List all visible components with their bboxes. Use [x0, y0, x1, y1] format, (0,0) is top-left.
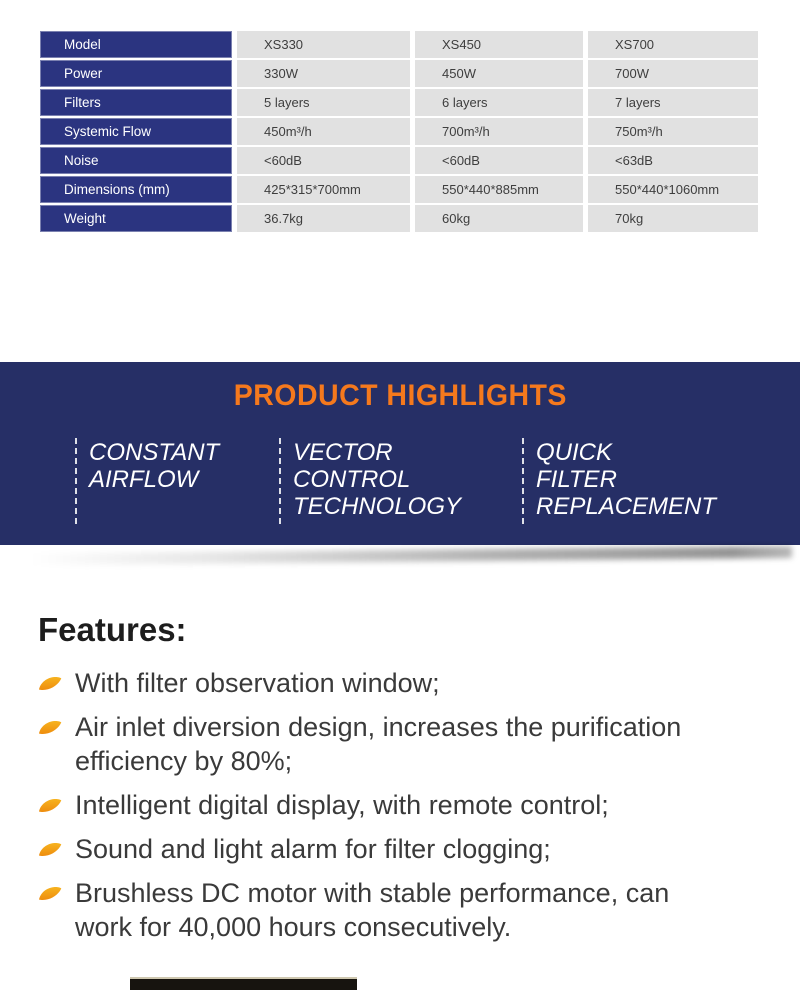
product-highlights-title	[0, 379, 800, 413]
spec-value-cell: <63dB	[588, 147, 758, 174]
feature-line: Sound and light alarm for filter clogging;	[75, 834, 551, 864]
feature-text	[75, 832, 551, 866]
highlight-line: TECHNOLOGY	[293, 493, 462, 520]
spec-value-cell: 5 layers	[237, 89, 410, 116]
spec-value-cell: <60dB	[415, 147, 583, 174]
spec-value-cell: 550*440*885mm	[415, 176, 583, 203]
spec-value-cell: 550*440*1060mm	[588, 176, 758, 203]
list-item	[38, 710, 763, 778]
list-item	[38, 788, 763, 822]
spec-value-cell: 6 layers	[415, 89, 583, 116]
features-heading: Features:	[38, 611, 187, 648]
highlight-item-constant-airflow	[75, 438, 279, 524]
highlight-line: CONTROL	[293, 466, 411, 493]
feature-text	[75, 666, 440, 700]
feature-line: work for 40,000 hours consecutively.	[75, 912, 512, 942]
spec-label-cell: Noise	[40, 147, 232, 174]
spec-label-cell: Filters	[40, 89, 232, 116]
list-item	[38, 666, 763, 700]
list-item	[38, 876, 763, 944]
spec-value-cell: 425*315*700mm	[237, 176, 410, 203]
spec-label-cell: Power	[40, 60, 232, 87]
spec-value-cell: 750m³/h	[588, 118, 758, 145]
leaf-bullet-icon	[38, 798, 62, 813]
spec-table	[40, 31, 758, 232]
feature-line: Intelligent digital display, with remote control;	[75, 790, 609, 820]
spec-value-cell: <60dB	[237, 147, 410, 174]
highlight-item-quick-filter	[522, 438, 772, 524]
highlight-line: FILTER	[536, 466, 617, 493]
features-section	[38, 611, 763, 954]
spec-label-cell: Model	[40, 31, 232, 58]
highlight-item-vector-control	[279, 438, 522, 524]
list-item	[38, 832, 763, 866]
spec-label-cell: Dimensions (mm)	[40, 176, 232, 203]
highlight-line: CONSTANT	[89, 439, 220, 466]
feature-text	[75, 788, 609, 822]
spec-value-cell: XS330	[237, 31, 410, 58]
feature-line: Air inlet diversion design, increases the purification	[75, 712, 682, 742]
spec-value-cell: 700m³/h	[415, 118, 583, 145]
feature-line: efficiency by 80%;	[75, 746, 293, 776]
spec-value-cell: 70kg	[588, 205, 758, 232]
spec-value-cell: 36.7kg	[237, 205, 410, 232]
feature-text	[75, 876, 669, 944]
spec-value-cell: 700W	[588, 60, 758, 87]
product-image-top-edge	[130, 977, 357, 990]
spec-value-cell: 450W	[415, 60, 583, 87]
leaf-bullet-icon	[38, 676, 62, 691]
highlight-line: QUICK	[536, 439, 613, 466]
spec-label-cell: Weight	[40, 205, 232, 232]
highlight-line: VECTOR	[293, 439, 393, 466]
leaf-bullet-icon	[38, 886, 62, 901]
spec-value-cell: 60kg	[415, 205, 583, 232]
product-highlights-banner	[0, 362, 800, 545]
feature-line: With filter observation window;	[75, 668, 440, 698]
banner-drop-shadow	[30, 546, 792, 565]
leaf-bullet-icon	[38, 720, 62, 735]
highlights-row	[75, 438, 772, 524]
spec-value-cell: 7 layers	[588, 89, 758, 116]
spec-value-cell: XS450	[415, 31, 583, 58]
product-highlights-title-text: PRODUCT HIGHLIGHTS	[233, 379, 567, 412]
highlight-line: AIRFLOW	[89, 466, 199, 493]
feature-line: Brushless DC motor with stable performance, can	[75, 878, 670, 908]
spec-value-cell: 330W	[237, 60, 410, 87]
spec-value-cell: XS700	[588, 31, 758, 58]
spec-label-cell: Systemic Flow	[40, 118, 232, 145]
leaf-bullet-icon	[38, 842, 62, 857]
highlight-line: REPLACEMENT	[536, 493, 717, 520]
feature-text	[75, 710, 681, 778]
spec-value-cell: 450m³/h	[237, 118, 410, 145]
